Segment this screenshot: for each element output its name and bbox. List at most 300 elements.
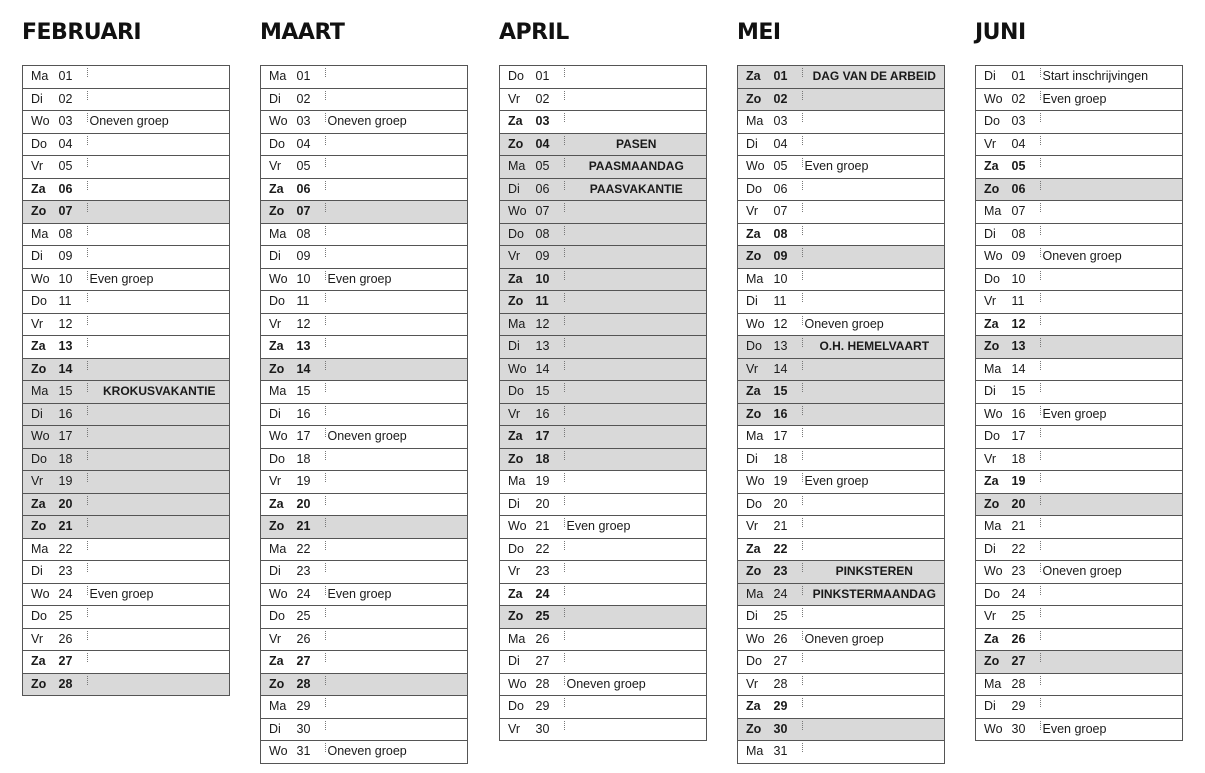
date-cell: 01 [58, 66, 88, 89]
day-row [261, 156, 468, 179]
day-row [738, 111, 945, 134]
date-cell: 19 [296, 471, 326, 494]
date-cell: 28 [296, 673, 326, 696]
date-cell: 02 [535, 88, 565, 111]
weekday-cell: Do [976, 583, 1011, 606]
day-row [500, 493, 707, 516]
note-cell [88, 516, 230, 539]
day-row [500, 426, 707, 449]
date-cell: 14 [1011, 358, 1041, 381]
day-row [261, 493, 468, 516]
date-cell: 10 [58, 268, 88, 291]
weekday-cell: Di [23, 88, 58, 111]
day-row [23, 381, 230, 404]
date-cell: 01 [535, 66, 565, 89]
note-cell [1041, 696, 1183, 719]
note-cell [1041, 673, 1183, 696]
weekday-cell: Wo [261, 268, 296, 291]
date-cell: 02 [773, 88, 803, 111]
date-cell: 30 [773, 718, 803, 741]
note-cell [326, 156, 468, 179]
day-row [738, 133, 945, 156]
day-row [976, 628, 1183, 651]
note-cell [803, 223, 945, 246]
day-row [23, 336, 230, 359]
note-cell [326, 178, 468, 201]
note-cell [1041, 381, 1183, 404]
note-cell [803, 133, 945, 156]
note-cell: Oneven groep [326, 426, 468, 449]
date-cell: 04 [58, 133, 88, 156]
date-cell: 06 [535, 178, 565, 201]
weekday-cell: Zo [976, 493, 1011, 516]
weekday-cell: Vr [23, 156, 58, 179]
date-cell: 08 [535, 223, 565, 246]
date-cell: 15 [535, 381, 565, 404]
day-row [500, 606, 707, 629]
weekday-cell: Wo [976, 88, 1011, 111]
day-row [976, 403, 1183, 426]
date-cell: 23 [296, 561, 326, 584]
weekday-cell: Di [261, 88, 296, 111]
day-row [23, 88, 230, 111]
day-row [261, 201, 468, 224]
weekday-cell: Do [261, 291, 296, 314]
day-row [976, 696, 1183, 719]
date-cell: 23 [58, 561, 88, 584]
date-cell: 13 [1011, 336, 1041, 359]
weekday-cell: Do [976, 426, 1011, 449]
weekday-cell: Za [500, 426, 535, 449]
day-row [23, 201, 230, 224]
note-cell [1041, 426, 1183, 449]
date-cell: 06 [296, 178, 326, 201]
month-title: APRIL [499, 20, 569, 45]
note-cell: PINKSTEREN [803, 561, 945, 584]
weekday-cell: Zo [738, 246, 773, 269]
date-cell: 29 [535, 696, 565, 719]
weekday-cell: Ma [500, 628, 535, 651]
day-row [261, 561, 468, 584]
note-cell [565, 313, 707, 336]
note-cell: DAG VAN DE ARBEID [803, 66, 945, 89]
day-row [738, 628, 945, 651]
date-cell: 26 [1011, 628, 1041, 651]
note-cell [326, 313, 468, 336]
day-row [976, 538, 1183, 561]
day-row [261, 268, 468, 291]
note-cell [326, 538, 468, 561]
note-cell [88, 246, 230, 269]
note-cell [565, 336, 707, 359]
day-row [500, 223, 707, 246]
date-cell: 23 [1011, 561, 1041, 584]
date-cell: 10 [535, 268, 565, 291]
weekday-cell: Za [976, 313, 1011, 336]
date-cell: 14 [773, 358, 803, 381]
weekday-cell: Wo [23, 268, 58, 291]
date-cell: 17 [58, 426, 88, 449]
day-row [23, 156, 230, 179]
weekday-cell: Do [23, 291, 58, 314]
date-cell: 19 [773, 471, 803, 494]
date-cell: 01 [773, 66, 803, 89]
day-row [500, 561, 707, 584]
note-cell: PINKSTERMAANDAG [803, 583, 945, 606]
note-cell: Oneven groep [803, 628, 945, 651]
date-cell: 06 [1011, 178, 1041, 201]
weekday-cell: Wo [738, 628, 773, 651]
note-cell: Even groep [88, 268, 230, 291]
weekday-cell: Do [500, 696, 535, 719]
weekday-cell: Ma [261, 66, 296, 89]
month-table [975, 65, 1183, 741]
weekday-cell: Vr [261, 471, 296, 494]
day-row [500, 381, 707, 404]
note-cell: Start inschrijvingen [1041, 66, 1183, 89]
day-row [500, 111, 707, 134]
note-cell [326, 628, 468, 651]
date-cell: 24 [535, 583, 565, 606]
date-cell: 02 [1011, 88, 1041, 111]
note-cell [803, 268, 945, 291]
date-cell: 15 [296, 381, 326, 404]
note-cell [326, 673, 468, 696]
note-cell [803, 448, 945, 471]
day-row [261, 66, 468, 89]
date-cell: 17 [535, 426, 565, 449]
date-cell: 07 [773, 201, 803, 224]
date-cell: 04 [296, 133, 326, 156]
day-row [23, 538, 230, 561]
weekday-cell: Di [261, 246, 296, 269]
weekday-cell: Zo [500, 291, 535, 314]
date-cell: 17 [1011, 426, 1041, 449]
note-cell [565, 426, 707, 449]
note-cell [326, 246, 468, 269]
note-cell [88, 336, 230, 359]
weekday-cell: Ma [23, 66, 58, 89]
note-cell [1041, 358, 1183, 381]
weekday-cell: Di [23, 561, 58, 584]
note-cell [326, 516, 468, 539]
date-cell: 26 [296, 628, 326, 651]
note-cell [88, 178, 230, 201]
day-row [976, 88, 1183, 111]
date-cell: 11 [58, 291, 88, 314]
day-row [738, 426, 945, 449]
day-row [738, 88, 945, 111]
date-cell: 09 [773, 246, 803, 269]
weekday-cell: Do [500, 538, 535, 561]
date-cell: 02 [58, 88, 88, 111]
note-cell [88, 448, 230, 471]
date-cell: 03 [58, 111, 88, 134]
note-cell [88, 133, 230, 156]
date-cell: 11 [773, 291, 803, 314]
date-cell: 18 [1011, 448, 1041, 471]
weekday-cell: Zo [261, 201, 296, 224]
day-row [261, 673, 468, 696]
day-row [738, 696, 945, 719]
day-row [976, 336, 1183, 359]
note-cell [803, 673, 945, 696]
note-cell: PAASVAKANTIE [565, 178, 707, 201]
day-row [500, 358, 707, 381]
day-row [738, 673, 945, 696]
weekday-cell: Ma [976, 201, 1011, 224]
weekday-cell: Vr [23, 313, 58, 336]
date-cell: 09 [1011, 246, 1041, 269]
weekday-cell: Za [976, 628, 1011, 651]
weekday-cell: Vr [976, 448, 1011, 471]
weekday-cell: Vr [23, 471, 58, 494]
date-cell: 07 [58, 201, 88, 224]
date-cell: 29 [1011, 696, 1041, 719]
note-cell [88, 606, 230, 629]
date-cell: 10 [773, 268, 803, 291]
weekday-cell: Do [23, 606, 58, 629]
weekday-cell: Vr [976, 606, 1011, 629]
weekday-cell: Di [976, 381, 1011, 404]
note-cell [88, 358, 230, 381]
note-cell [565, 606, 707, 629]
weekday-cell: Wo [23, 426, 58, 449]
weekday-cell: Zo [23, 358, 58, 381]
note-cell [565, 448, 707, 471]
day-row [23, 111, 230, 134]
day-row [261, 313, 468, 336]
note-cell [1041, 201, 1183, 224]
weekday-cell: Zo [976, 651, 1011, 674]
weekday-cell: Zo [500, 606, 535, 629]
note-cell [803, 696, 945, 719]
date-cell: 25 [58, 606, 88, 629]
weekday-cell: Vr [500, 718, 535, 741]
day-row [738, 471, 945, 494]
date-cell: 19 [535, 471, 565, 494]
day-row [261, 471, 468, 494]
weekday-cell: Za [23, 493, 58, 516]
note-cell [1041, 583, 1183, 606]
date-cell: 03 [296, 111, 326, 134]
weekday-cell: Vr [261, 313, 296, 336]
day-row [23, 583, 230, 606]
date-cell: 31 [296, 741, 326, 764]
weekday-cell: Do [738, 493, 773, 516]
weekday-cell: Ma [738, 268, 773, 291]
day-row [261, 583, 468, 606]
day-row [261, 223, 468, 246]
day-row [976, 223, 1183, 246]
note-cell [1041, 133, 1183, 156]
day-row [23, 493, 230, 516]
date-cell: 03 [535, 111, 565, 134]
weekday-cell: Do [261, 133, 296, 156]
date-cell: 28 [58, 673, 88, 696]
date-cell: 08 [773, 223, 803, 246]
day-row [261, 403, 468, 426]
day-row [23, 66, 230, 89]
weekday-cell: Za [738, 696, 773, 719]
date-cell: 22 [535, 538, 565, 561]
weekday-cell: Za [738, 381, 773, 404]
note-cell: Oneven groep [1041, 246, 1183, 269]
weekday-cell: Do [738, 178, 773, 201]
note-cell: Even groep [565, 516, 707, 539]
note-cell [326, 403, 468, 426]
note-cell [803, 718, 945, 741]
date-cell: 08 [296, 223, 326, 246]
date-cell: 03 [1011, 111, 1041, 134]
weekday-cell: Zo [738, 718, 773, 741]
weekday-cell: Wo [738, 471, 773, 494]
day-row [500, 156, 707, 179]
note-cell [565, 403, 707, 426]
day-row [738, 583, 945, 606]
day-row [23, 313, 230, 336]
date-cell: 01 [296, 66, 326, 89]
weekday-cell: Ma [738, 741, 773, 764]
day-row [261, 381, 468, 404]
month-title: FEBRUARI [22, 20, 142, 45]
note-cell [803, 403, 945, 426]
date-cell: 09 [296, 246, 326, 269]
day-row [23, 358, 230, 381]
date-cell: 18 [296, 448, 326, 471]
weekday-cell: Zo [738, 561, 773, 584]
day-row [500, 268, 707, 291]
weekday-cell: Za [23, 651, 58, 674]
date-cell: 05 [1011, 156, 1041, 179]
note-cell [1041, 111, 1183, 134]
note-cell [565, 381, 707, 404]
note-cell [1041, 493, 1183, 516]
day-row [261, 718, 468, 741]
date-cell: 30 [296, 718, 326, 741]
weekday-cell: Vr [738, 201, 773, 224]
day-row [23, 133, 230, 156]
date-cell: 27 [773, 651, 803, 674]
weekday-cell: Vr [261, 156, 296, 179]
day-row [976, 381, 1183, 404]
date-cell: 25 [535, 606, 565, 629]
weekday-cell: Zo [23, 201, 58, 224]
day-row [500, 133, 707, 156]
day-row [23, 628, 230, 651]
weekday-cell: Di [500, 493, 535, 516]
weekday-cell: Di [500, 178, 535, 201]
note-cell [88, 156, 230, 179]
day-row [738, 516, 945, 539]
day-row [738, 291, 945, 314]
month-table [260, 65, 468, 764]
day-row [261, 426, 468, 449]
date-cell: 20 [535, 493, 565, 516]
weekday-cell: Do [261, 448, 296, 471]
day-row [976, 471, 1183, 494]
date-cell: 07 [296, 201, 326, 224]
note-cell: Even groep [803, 156, 945, 179]
day-row [738, 741, 945, 764]
weekday-cell: Vr [738, 516, 773, 539]
note-cell [326, 88, 468, 111]
day-row [738, 223, 945, 246]
note-cell [565, 651, 707, 674]
day-row [500, 651, 707, 674]
date-cell: 24 [1011, 583, 1041, 606]
weekday-cell: Wo [23, 111, 58, 134]
date-cell: 04 [1011, 133, 1041, 156]
note-cell [326, 606, 468, 629]
note-cell [88, 426, 230, 449]
date-cell: 02 [296, 88, 326, 111]
note-cell [88, 493, 230, 516]
day-row [738, 178, 945, 201]
note-cell [803, 246, 945, 269]
date-cell: 29 [773, 696, 803, 719]
note-cell [88, 471, 230, 494]
note-cell [565, 66, 707, 89]
note-cell [88, 201, 230, 224]
weekday-cell: Do [500, 381, 535, 404]
weekday-cell: Za [23, 178, 58, 201]
weekday-cell: Do [976, 111, 1011, 134]
note-cell: Even groep [803, 471, 945, 494]
date-cell: 22 [773, 538, 803, 561]
weekday-cell: Za [500, 268, 535, 291]
weekday-cell: Wo [976, 246, 1011, 269]
note-cell [565, 111, 707, 134]
day-row [976, 201, 1183, 224]
note-cell: Oneven groep [1041, 561, 1183, 584]
day-row [738, 718, 945, 741]
weekday-cell: Zo [261, 516, 296, 539]
day-row [500, 696, 707, 719]
weekday-cell: Ma [500, 156, 535, 179]
note-cell [326, 493, 468, 516]
date-cell: 27 [1011, 651, 1041, 674]
note-cell [803, 651, 945, 674]
date-cell: 10 [1011, 268, 1041, 291]
weekday-cell: Za [261, 336, 296, 359]
note-cell: Even groep [88, 583, 230, 606]
day-row [261, 336, 468, 359]
date-cell: 23 [773, 561, 803, 584]
weekday-cell: Zo [23, 673, 58, 696]
day-row [976, 156, 1183, 179]
month-table [737, 65, 945, 764]
note-cell [1041, 291, 1183, 314]
date-cell: 31 [773, 741, 803, 764]
day-row [23, 426, 230, 449]
weekday-cell: Do [500, 223, 535, 246]
weekday-cell: Za [738, 66, 773, 89]
note-cell [326, 336, 468, 359]
note-cell [1041, 628, 1183, 651]
day-row [976, 358, 1183, 381]
date-cell: 21 [535, 516, 565, 539]
date-cell: 22 [1011, 538, 1041, 561]
date-cell: 16 [535, 403, 565, 426]
date-cell: 13 [773, 336, 803, 359]
note-cell [326, 381, 468, 404]
day-row [738, 156, 945, 179]
date-cell: 05 [296, 156, 326, 179]
weekday-cell: Za [976, 471, 1011, 494]
weekday-cell: Di [261, 561, 296, 584]
day-row [261, 696, 468, 719]
